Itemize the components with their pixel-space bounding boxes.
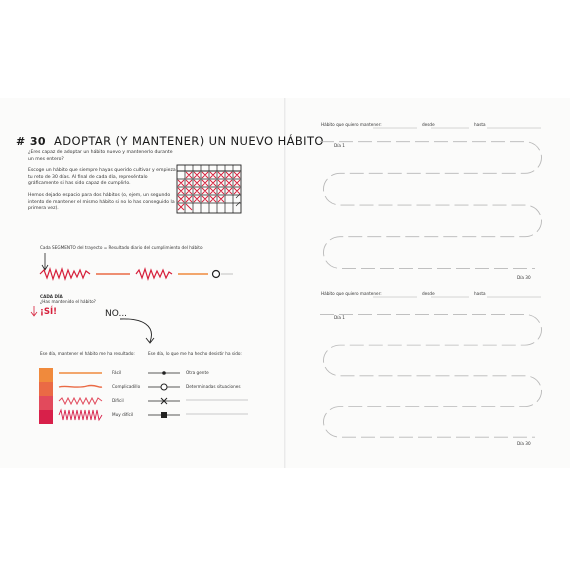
tracker-2-end: Día 30 xyxy=(517,441,531,446)
intro-paragraph-1: ¿Eres capaz de adoptar un hábito nuevo y mantenerlo durante un mes entero? xyxy=(28,150,173,162)
page-title xyxy=(16,134,324,148)
tracker-1-end: Día 30 xyxy=(517,275,531,280)
sample-track-strip xyxy=(38,266,238,282)
segment-caption: Cada SEGMENTO del trayecto = Resultado diario del cumplimiento del hábito xyxy=(40,245,203,250)
intro-paragraph-2: Escoge un hábito que siempre hayas querido cultivar y empieza tu reto de 30 días. Al final de cada día, represéntalo gráficamente si has sido capaz de cumplirlo. xyxy=(28,168,176,187)
yes-label: ¡SÍ! xyxy=(40,307,58,317)
no-branch-arrow-icon xyxy=(118,316,168,346)
tracker-1-to-label: hasta xyxy=(474,122,486,127)
tracker-2-to-label: hasta xyxy=(474,291,486,296)
very-hard-swatch xyxy=(39,410,53,424)
yes-item-very-hard: Muy difícil xyxy=(112,412,134,417)
yes-branch-arrow-icon xyxy=(28,305,38,317)
no-legend-markers xyxy=(146,366,186,426)
yes-caption-line: Ese día, mantener el hábito me ha resultado: xyxy=(40,351,135,356)
tracker-1-path xyxy=(315,140,555,280)
difficulty-strokes xyxy=(57,366,107,426)
tracker-1-habit-label: Hábito que quiero mantener: xyxy=(321,122,382,127)
title-text: ADOPTAR (Y MANTENER) UN NUEVO HÁBITO xyxy=(54,134,324,148)
tracker-2-path xyxy=(315,309,555,449)
tracker-1-start: Día 1 xyxy=(334,143,345,148)
tracker-2-habit-label: Hábito que quiero mantener: xyxy=(321,291,382,296)
tracker-2-from-label: desde xyxy=(422,291,435,296)
easy-swatch xyxy=(39,368,53,382)
tracker-1-from-label: desde xyxy=(422,122,435,127)
no-item-situations: Determinadas situaciones xyxy=(186,384,241,389)
no-legend-blank-lines xyxy=(186,397,256,417)
calendar-illustration xyxy=(172,160,247,220)
hard-swatch xyxy=(39,396,53,410)
medium-swatch xyxy=(39,382,53,396)
yes-item-hard: Difícil xyxy=(112,398,124,403)
book-gutter xyxy=(284,98,286,468)
yes-item-easy: Fácil xyxy=(112,370,122,375)
kept-habit-question: ¿Has mantenido el hábito? xyxy=(40,299,96,304)
no-label: NO... xyxy=(105,309,128,319)
no-item-other-people: Otra gente xyxy=(186,370,209,375)
each-day-label: CADA DÍA xyxy=(40,294,63,299)
title-number: # 30 xyxy=(16,135,46,148)
intro-paragraph-3: Hemos dejado espacio para dos hábitos (o, ejem, un segundo intento de mantener el mismo hábito si no lo has conseguido la primera vez). xyxy=(28,193,175,212)
yes-item-medium: Complicadillo xyxy=(112,384,141,389)
tracker-2-start: Día 1 xyxy=(334,315,345,320)
no-caption-line: Ese día, lo que me ha hecho desistir ha sido: xyxy=(148,351,242,356)
